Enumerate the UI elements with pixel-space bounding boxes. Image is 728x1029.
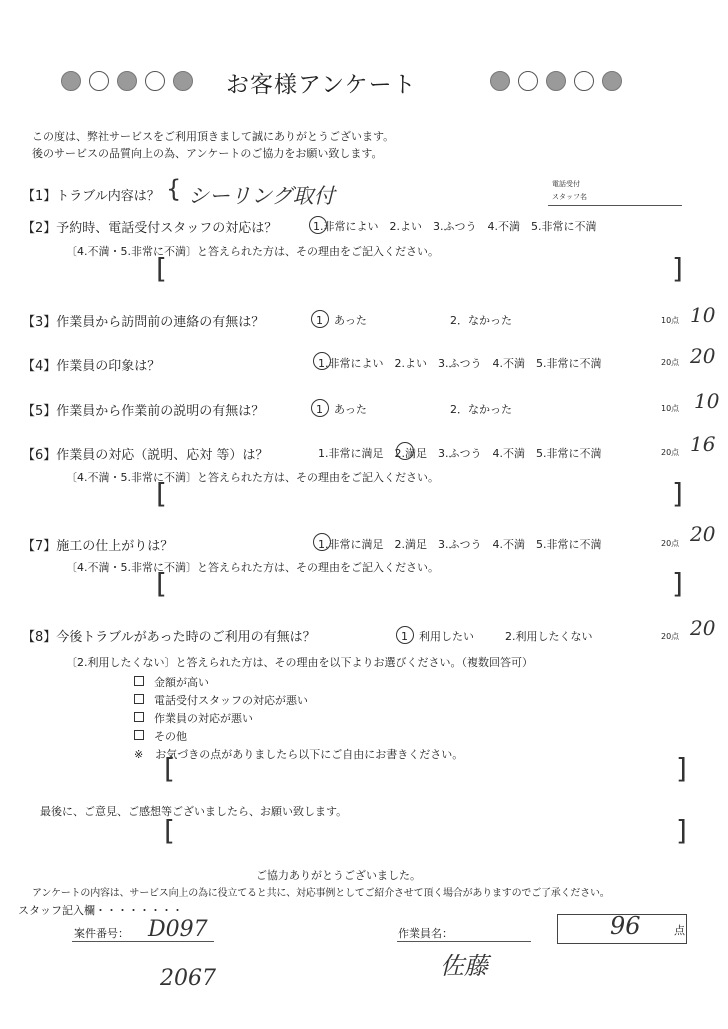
- white-dot-icon: [574, 71, 594, 91]
- q2-reason-note: 〔4.不満・5.非常に不満〕と答えられた方は、その理由をご記入ください。: [66, 245, 439, 258]
- q5-points-label: 10点: [661, 404, 680, 413]
- q6-options: 1.非常に満足 2.満足 3.ふつう 4.不満 5.非常に不満: [318, 447, 602, 460]
- staff-box-label-1: 電話受付: [552, 180, 580, 188]
- q5-score: 10: [694, 389, 720, 413]
- usage-notice: アンケートの内容は、サービス向上の為に役立てると共に、対応事例としてご紹介させて頂く場合がありますのでご了承ください。: [32, 888, 610, 899]
- q8-choice: 電話受付スタッフの対応が悪い: [134, 692, 308, 708]
- case-number-2: 2067: [160, 966, 216, 991]
- case-number-1: D097: [148, 917, 208, 942]
- q6-points-label: 20点: [661, 448, 680, 457]
- q8-reason-note: 〔2.利用したくない〕と答えられた方は、その理由を以下よりお選びください。（複数回答可）: [66, 656, 533, 669]
- q3-selected-circle: [311, 310, 329, 328]
- q4-selected-circle: [313, 352, 331, 370]
- q7-selected-circle: [313, 533, 331, 551]
- q7-options: 1.非常に満足 2.満足 3.ふつう 4.不満 5.非常に不満: [318, 538, 602, 551]
- q7-reason-note: 〔4.不満・5.非常に不満〕と答えられた方は、その理由をご記入ください。: [66, 561, 439, 574]
- q8-option-1: 1 利用したい: [401, 630, 474, 643]
- staff-box-label-2: スタッフ名: [552, 193, 587, 201]
- comments-note: 最後に、ご意見、ご感想等ございましたら、お願い致します。: [40, 805, 348, 818]
- q3-score: 10: [690, 303, 716, 327]
- gray-dot-icon: [546, 71, 566, 91]
- q4-options: 1.非常によい 2.よい 3.ふつう 4.不満 5.非常に不満: [318, 357, 602, 370]
- q8-label: 【8】今後トラブルがあった時のご利用の有無は？: [22, 630, 316, 645]
- q6-reason-bracket-left: [: [156, 477, 167, 510]
- q8-score: 20: [690, 616, 716, 640]
- white-dot-icon: [145, 71, 165, 91]
- white-dot-icon: [89, 71, 109, 91]
- q8-points-label: 20点: [661, 632, 680, 641]
- checkbox-icon: [134, 694, 144, 704]
- case-number-label: 案件番号：: [74, 927, 129, 940]
- thanks-text: ご協力ありがとうございました。: [256, 869, 421, 882]
- q7-label: 【7】施工の仕上がりは？: [22, 539, 174, 554]
- q4-points-label: 20点: [661, 358, 680, 367]
- q5-label: 【5】作業員から作業前の説明の有無は？: [22, 404, 265, 419]
- comments-bracket-left: [: [164, 814, 175, 847]
- q3-points-label: 10点: [661, 316, 680, 325]
- q2-selected-circle: [309, 216, 327, 234]
- q2-label: 【2】予約時、電話受付スタッフの対応は？: [22, 221, 278, 236]
- q8-free-bracket-left: [: [164, 752, 175, 785]
- total-score: 96: [610, 912, 641, 940]
- comments-bracket-right: ]: [676, 814, 687, 847]
- q2-reason-bracket-left: [: [156, 252, 167, 285]
- q6-selected-circle: [396, 442, 414, 460]
- q8-choice: 金額が高い: [134, 674, 209, 690]
- q5-option-2: 2．なかった: [450, 403, 512, 416]
- q3-option-1: 1 あった: [316, 314, 367, 327]
- q6-label: 【6】作業員の対応（説明、応対 等）は？: [22, 448, 269, 463]
- q7-reason-bracket-right: ]: [672, 567, 683, 600]
- q5-selected-circle: [311, 399, 329, 417]
- q8-choice: その他: [134, 728, 187, 744]
- q8-choice: 作業員の対応が悪い: [134, 710, 253, 726]
- q7-points-label: 20点: [661, 539, 680, 548]
- q6-reason-bracket-right: ]: [672, 477, 683, 510]
- q2-options: 1.非常によい 2.よい 3.ふつう 4.不満 5.非常に不満: [313, 220, 597, 233]
- q6-score: 16: [690, 432, 716, 456]
- q7-reason-bracket-left: [: [156, 567, 167, 600]
- staff-box-line: [548, 205, 682, 206]
- q3-label: 【3】作業員から訪問前の連絡の有無は？: [22, 315, 265, 330]
- worker-name-label: 作業員名：: [398, 927, 453, 940]
- intro-line-2: 後のサービスの品質向上の為、アンケートのご協力をお願い致します。: [32, 147, 383, 160]
- q7-score: 20: [690, 522, 716, 546]
- gray-dot-icon: [61, 71, 81, 91]
- q6-reason-note: 〔4.不満・5.非常に不満〕と答えられた方は、その理由をご記入ください。: [66, 471, 439, 484]
- q4-score: 20: [690, 344, 716, 368]
- intro-line-1: この度は、弊社サービスをご利用頂きまして誠にありがとうございます。: [32, 130, 395, 143]
- white-dot-icon: [518, 71, 538, 91]
- q8-free-bracket-right: ]: [676, 752, 687, 785]
- q8-option-2: 2.利用したくない: [505, 630, 593, 643]
- q3-option-2: 2．なかった: [450, 314, 512, 327]
- q8-free-note: ※ お気づきの点がありましたら以下にご自由にお書きください。: [134, 748, 464, 761]
- checkbox-icon: [134, 676, 144, 686]
- worker-name: 佐藤: [440, 952, 488, 980]
- gray-dot-icon: [173, 71, 193, 91]
- checkbox-icon: [134, 730, 144, 740]
- gray-dot-icon: [602, 71, 622, 91]
- q8-selected-circle: [396, 626, 414, 644]
- q2-reason-bracket-right: ]: [672, 252, 683, 285]
- q5-option-1: 1 あった: [316, 403, 367, 416]
- checkbox-icon: [134, 712, 144, 722]
- q1-bracket: {: [166, 175, 182, 203]
- page-title: お客様アンケート: [226, 72, 417, 98]
- worker-name-line: [397, 941, 531, 942]
- gray-dot-icon: [490, 71, 510, 91]
- staff-fill-label: スタッフ記入欄・・・・・・・・: [18, 904, 183, 917]
- q1-answer: シーリング取付: [188, 184, 335, 208]
- q1-label: 【1】トラブル内容は？: [22, 189, 160, 204]
- gray-dot-icon: [117, 71, 137, 91]
- total-score-unit: 点: [674, 924, 685, 937]
- q4-label: 【4】作業員の印象は？: [22, 359, 161, 374]
